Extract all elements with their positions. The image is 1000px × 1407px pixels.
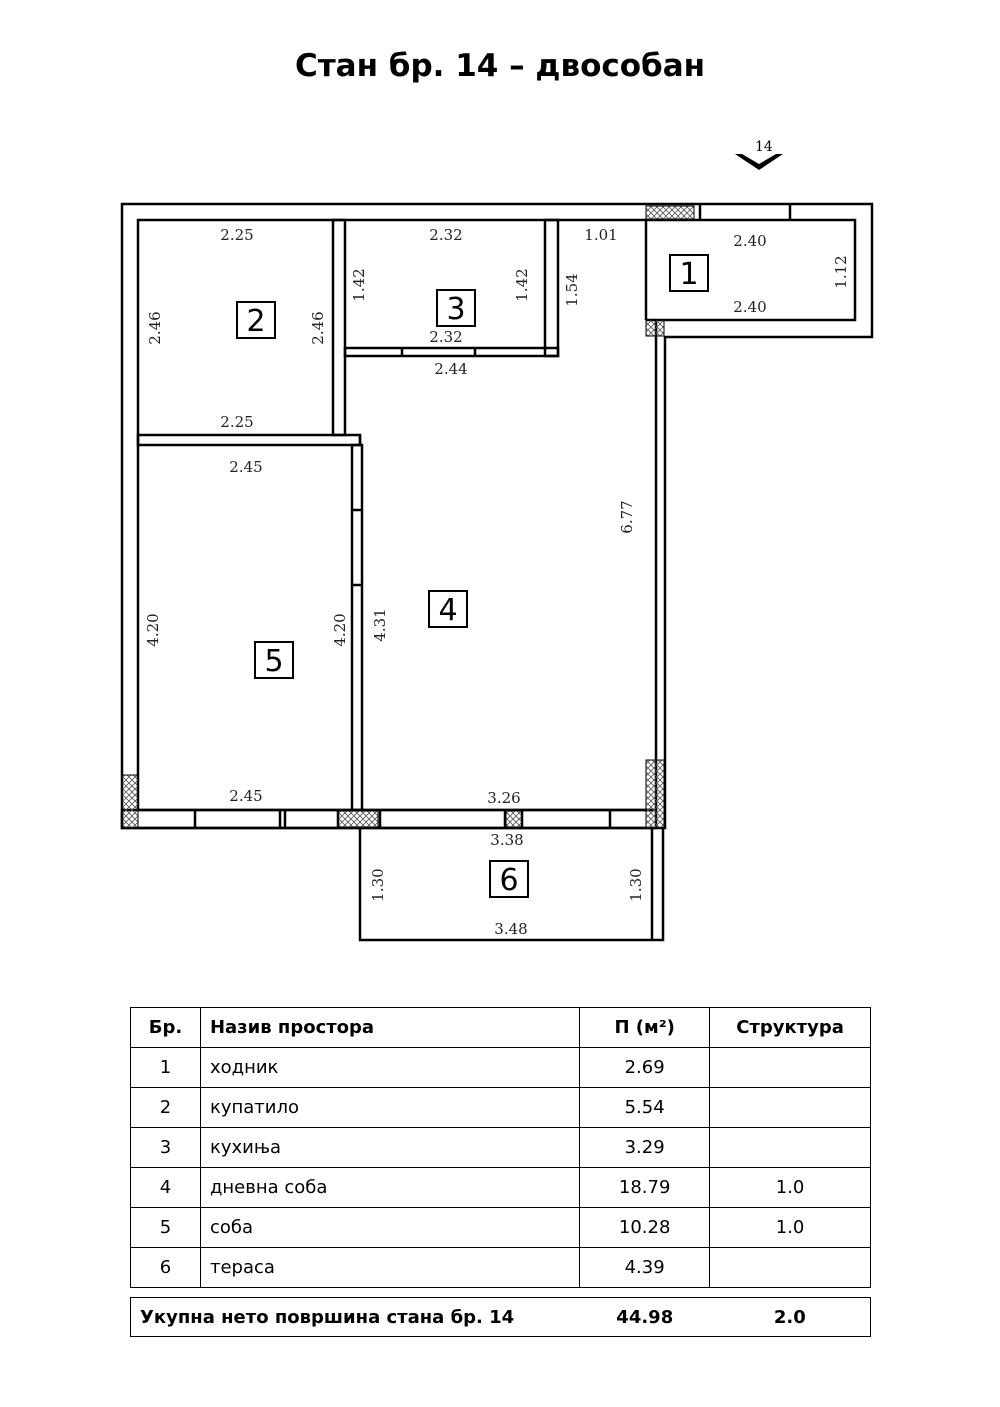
dimension-label: 6.77 (618, 500, 636, 534)
dimension-label: 2.32 (429, 226, 463, 244)
dimension-label: 1.01 (584, 226, 618, 244)
dimension-label: 3.26 (487, 789, 521, 807)
room-2 (146, 226, 327, 431)
header-structure: Структура (710, 1008, 871, 1048)
room-number: 6 (499, 863, 519, 898)
cell-area: 2.69 (580, 1048, 710, 1088)
cell-area: 3.29 (580, 1128, 710, 1168)
room-5 (144, 458, 349, 805)
table-row (131, 1208, 871, 1248)
table-header-row (131, 1008, 871, 1048)
cell-number: 2 (131, 1088, 201, 1128)
header-name: Назив простора (200, 1008, 579, 1048)
cell-number: 6 (131, 1248, 201, 1288)
room-4 (371, 226, 636, 807)
dimension-label: 4.31 (371, 608, 389, 642)
header-area: П (м²) (580, 1008, 710, 1048)
hatched-columns (122, 206, 694, 828)
cell-number: 5 (131, 1208, 201, 1248)
cell-number: 3 (131, 1128, 201, 1168)
total-row (131, 1298, 871, 1337)
dimension-label: 1.12 (832, 255, 850, 289)
room-number: 2 (246, 304, 266, 339)
dimension-label: 2.46 (146, 311, 164, 345)
dimension-label: 2.25 (220, 226, 254, 244)
cell-structure: 1.0 (710, 1168, 871, 1208)
page-title: Стан бр. 14 – двособан (294, 48, 706, 84)
cell-area: 18.79 (580, 1168, 710, 1208)
room-number: 3 (446, 292, 466, 327)
cell-area: 10.28 (580, 1208, 710, 1248)
cell-name: соба (200, 1208, 579, 1248)
dimension-label: 4.20 (144, 613, 162, 647)
dimension-label: 2.40 (733, 298, 767, 316)
cell-number: 1 (131, 1048, 201, 1088)
dimension-label: 3.48 (494, 920, 528, 938)
table-row (131, 1088, 871, 1128)
dimension-label: 1.30 (369, 868, 387, 902)
cell-area: 5.54 (580, 1088, 710, 1128)
total-area: 44.98 (580, 1298, 710, 1337)
room-number: 5 (264, 644, 284, 679)
total-table (130, 1297, 871, 1337)
table-row (131, 1168, 871, 1208)
rooms-table (130, 1007, 871, 1288)
dimension-label: 2.40 (733, 232, 767, 250)
dimension-label: 1.42 (350, 268, 368, 302)
cell-structure (710, 1128, 871, 1168)
cell-structure: 1.0 (710, 1208, 871, 1248)
room-number: 4 (438, 593, 458, 628)
dimension-label: 4.20 (331, 613, 349, 647)
room-1 (670, 232, 850, 316)
dimension-label: 1.30 (627, 868, 645, 902)
header-number: Бр. (131, 1008, 201, 1048)
table-row (131, 1128, 871, 1168)
cell-name: ходник (200, 1048, 579, 1088)
cell-name: дневна соба (200, 1168, 579, 1208)
cell-structure (710, 1048, 871, 1088)
cell-number: 4 (131, 1168, 201, 1208)
room-6 (369, 831, 645, 938)
dimension-label: 2.32 (429, 328, 463, 346)
cell-name: купатило (200, 1088, 579, 1128)
dimension-label: 2.44 (434, 360, 468, 378)
cell-name: кухиња (200, 1128, 579, 1168)
dimension-label: 3.38 (490, 831, 524, 849)
table-row (131, 1048, 871, 1088)
table-row (131, 1248, 871, 1288)
dimension-label: 2.45 (229, 787, 263, 805)
total-structure: 2.0 (710, 1298, 871, 1337)
dimension-label: 1.42 (513, 268, 531, 302)
room-number: 1 (679, 257, 699, 292)
dimension-label: 1.54 (563, 273, 581, 307)
entrance-label: 14 (755, 139, 773, 155)
entrance-arrow (735, 139, 783, 170)
floor-plan (90, 120, 890, 960)
cell-name: тераса (200, 1248, 579, 1288)
cell-structure (710, 1088, 871, 1128)
cell-structure (710, 1248, 871, 1288)
cell-area: 4.39 (580, 1248, 710, 1288)
dimension-label: 2.45 (229, 458, 263, 476)
dimension-label: 2.46 (309, 311, 327, 345)
dimension-label: 2.25 (220, 413, 254, 431)
total-label: Укупна нето површина стана бр. 14 (131, 1298, 580, 1337)
